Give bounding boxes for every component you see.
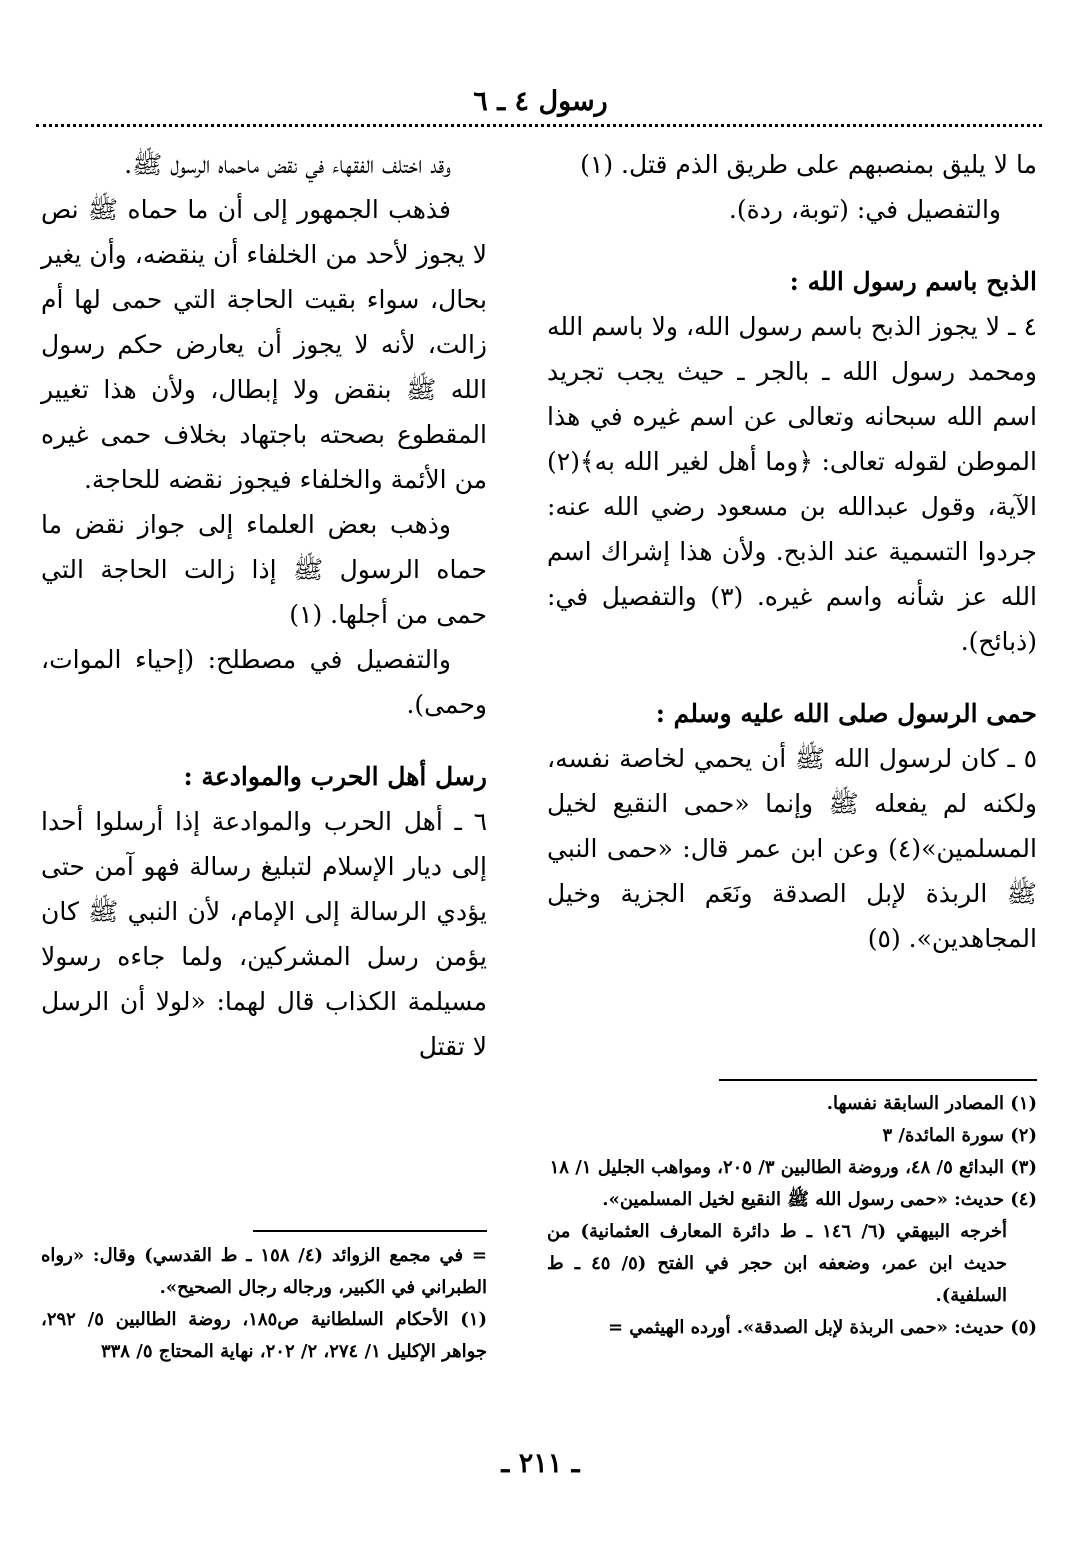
paragraph: وذهب بعض العلماء إلى جواز نقض ما حماه الرسول ﷺ إذا زالت الحاجة التي حمى من أجلها. (١)	[41, 510, 487, 629]
paragraph: والتفصيل في: (توبة، ردة).	[728, 195, 1001, 224]
page-number: ـ ٢١١ ـ	[501, 1448, 580, 1479]
paragraph: فذهب الجمهور إلى أن ما حماه ﷺ نص لا يجوز لأحد من الخلفاء أن ينقضه، وأن يغير بحال، سواء بقيت الحاجة التي حمى لها أم زالت، لأنه لا يجوز أن يعارض حكم رسول الله ﷺ بنقض ولا إبطال، ولأن هذا تغيير المقطوع بصحته باجتهاد بخلاف حمى غيره من الأئمة والخلفاء فيجوز نقضه للحاجة.	[41, 195, 487, 494]
footnote-separator	[719, 1079, 1037, 1081]
section-heading: حمى الرسول صلى الله عليه وسلم :	[655, 699, 1037, 728]
paragraph: ٥ ـ كان لرسول الله ﷺ أن يحمي لخاصة نفسه، ولكنه لم يفعله ﷺ وإنما «حمى النقيع لخيل المسلمين»(٤) وعن ابن عمر قال: «حمى النبي ﷺ الربذة لإبل الصدقة ونَعَم الجزية وخيل المجاهدين». (٥)	[547, 744, 1037, 953]
footnote: (١) المصادر السابقة نفسها.	[826, 1093, 1037, 1114]
spacer	[41, 727, 487, 754]
header-dotted-rule	[36, 124, 1042, 127]
spacer	[547, 232, 1037, 259]
footnote: (٥) حديث: «حمى الربذة لإبل الصدقة». أورده الهيثمي =	[607, 1317, 1037, 1338]
footnote: (٤) حديث: «حمى رسول الله ﷺ النقيع لخيل المسلمين».	[602, 1189, 1037, 1210]
footnotes-right	[547, 1088, 1037, 1344]
right-column	[547, 142, 1037, 961]
footnote: (٢) سورة المائدة/ ٣	[882, 1125, 1037, 1146]
paragraph: ٦ ـ أهل الحرب والموادعة إذا أرسلوا أحدا إلى ديار الإسلام لتبليغ رسالة فهو آمن حتى يؤدي الرسالة إلى الإمام، لأن النبي ﷺ كان يؤمن رسل المشركين، ولما جاءه رسولا مسيلمة الكذاب قال لهما: «لولا أن الرسل لا تقتل	[41, 807, 487, 1061]
paragraph: والتفصيل في مصطلح: (إحياء الموات، وحمى).	[41, 645, 487, 719]
footnote: = في مجمع الزوائد (٤/ ١٥٨ ـ ط القدسي) وقال: «رواه الطبراني في الكبير، ورجاله رجال الصحيح».	[41, 1245, 487, 1298]
paragraph: ٤ ـ لا يجوز الذبح باسم رسول الله، ولا باسم الله ومحمد رسول الله ـ بالجر ـ حيث يجب تجريد اسم الله سبحانه وتعالى عن اسم غيره في هذا الموطن لقوله تعالى: ﴿وما أهل لغير الله به﴾(٢) الآية، وقول عبدالله بن مسعود رضي الله عنه: جردوا التسمية عند الذبح. ولأن هذا إشراك اسم الله عز شأنه واسم غيره. (٣) والتفصيل في: (ذبائح).	[547, 312, 1038, 656]
footnote: (١) الأحكام السلطانية ص١٨٥، روضة الطالبين ٥/ ٢٩٢، جواهر الإكليل ١/ ٢٧٤، ٢/ ٢٠٢، نهاية المحتاج ٥/ ٣٣٨	[41, 1309, 487, 1362]
spacer	[547, 664, 1037, 691]
footnote-continuation: أخرجه البيهقي (٦/ ١٤٦ ـ ط دائرة المعارف العثمانية) من حديث ابن عمر، وضعفه ابن حجر في الفتح (٥/ ٤٥ ـ ط السلفية).	[547, 1221, 1008, 1306]
footnote-separator	[253, 1230, 487, 1232]
running-title: رسول ٤ ـ ٦	[473, 86, 608, 117]
paragraph: ما لا يليق بمنصبهم على طريق الذم قتل. (١)	[580, 150, 1037, 179]
section-heading: رسل أهل الحرب والموادعة :	[183, 762, 487, 791]
section-heading: الذبح باسم رسول الله :	[789, 267, 1037, 296]
footnotes-left	[41, 1240, 487, 1368]
footnote: (٣) البدائع ٥/ ٤٨، وروضة الطالبين ٣/ ٢٠٥، ومواهب الجليل ١/ ١٨	[549, 1157, 1037, 1178]
left-column	[41, 142, 487, 1069]
paragraph: وقد اختلف الفقهاء في نقض ماحماه الرسول ﷺ.	[124, 150, 451, 179]
